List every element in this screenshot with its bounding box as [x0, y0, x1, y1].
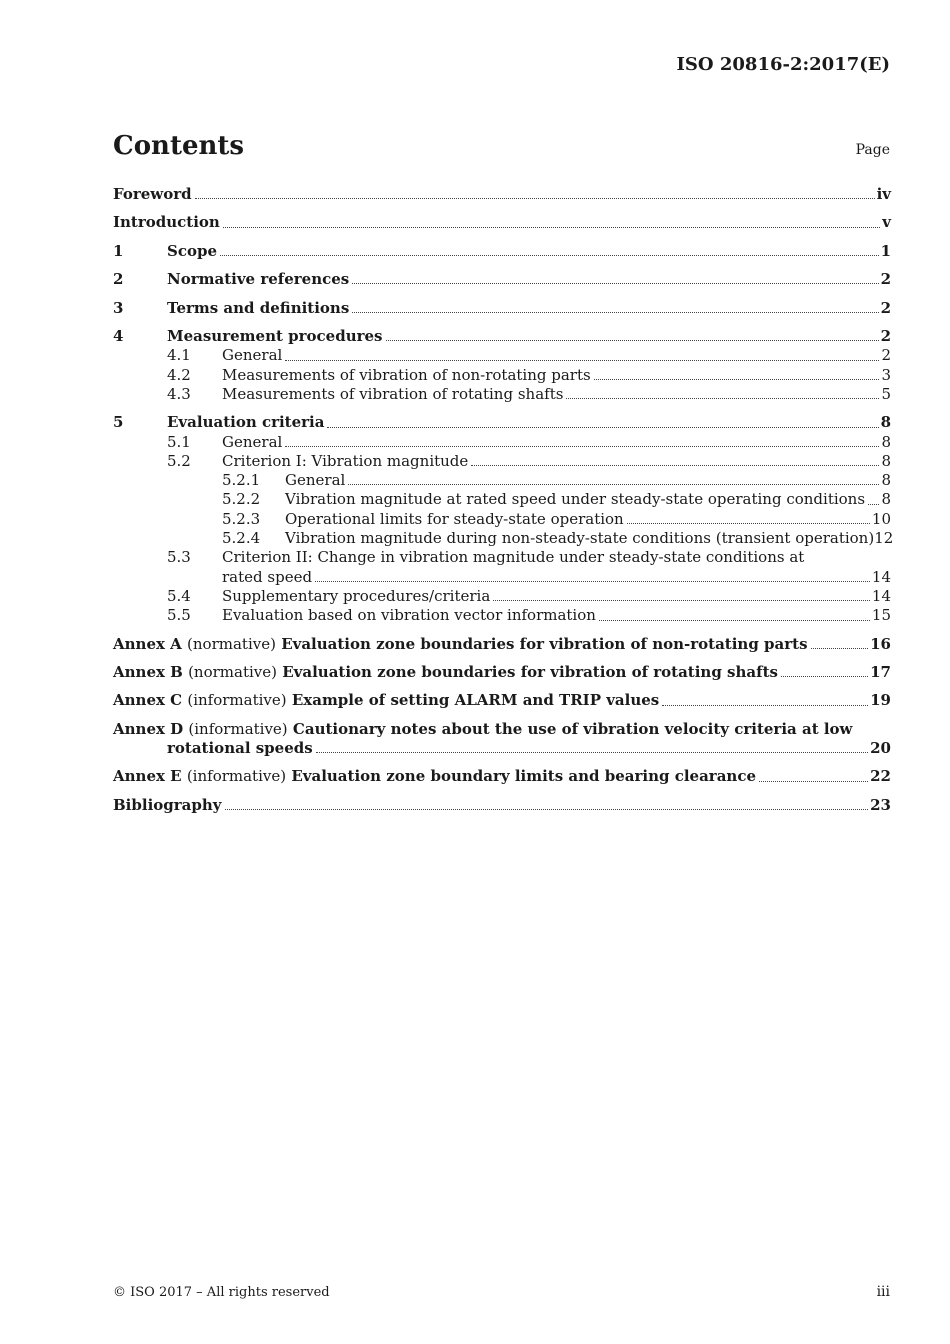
toc-title: Measurements of vibration of non-rotating parts: [222, 365, 591, 384]
toc-page: 2: [881, 346, 891, 365]
toc-entry-5-2-3[interactable]: [113, 510, 891, 529]
dot-leader: [811, 648, 869, 649]
annex-kind: (normative): [188, 662, 277, 681]
toc-title: Evaluation based on vibration vector information: [222, 606, 596, 625]
toc-number: 2: [113, 270, 124, 289]
dot-leader: [493, 600, 870, 601]
toc-entry-scope[interactable]: [113, 242, 891, 261]
toc-page: 8: [881, 432, 891, 451]
toc-page: 2: [880, 326, 891, 345]
toc-page: 12: [874, 529, 894, 548]
toc-number: 5.4: [167, 586, 191, 605]
toc-title: General: [222, 432, 283, 451]
toc-title: Vibration magnitude at rated speed under steady-state operating conditions: [285, 490, 866, 509]
toc-entry-5-2-1[interactable]: [113, 471, 891, 490]
toc-page: 10: [871, 509, 891, 528]
toc-title-line1: Criterion II: Change in vibration magnitude under steady-state conditions at: [222, 548, 805, 567]
annex-label: Annex A: [113, 634, 182, 653]
copyright-notice: © ISO 2017 – All rights reserved: [113, 1285, 330, 1300]
toc-entry-bibliography[interactable]: [113, 796, 891, 815]
toc-number: 5.2.2: [222, 490, 261, 509]
dot-leader: [285, 446, 879, 447]
toc-number: 5.2.1: [222, 471, 261, 490]
toc-entry-5-2-2[interactable]: [113, 490, 891, 509]
toc-number: 5.3: [167, 548, 191, 567]
toc-page: 16: [870, 634, 891, 653]
toc-entry-4-1[interactable]: [113, 346, 891, 365]
toc-entry-introduction[interactable]: [113, 213, 891, 232]
toc-page: iv: [876, 185, 891, 203]
toc-page: 14: [871, 567, 891, 586]
toc-number: 5.2.3: [222, 509, 261, 528]
toc-title: Evaluation zone boundary limits and bearing clearance: [291, 767, 756, 786]
dot-leader: [327, 427, 878, 428]
toc-title: Measurements of vibration of rotating shafts: [222, 384, 564, 403]
dot-leader: [759, 781, 868, 782]
toc-page: 3: [881, 365, 891, 384]
dot-leader: [315, 581, 870, 582]
page-number: iii: [876, 1284, 890, 1300]
dot-leader: [220, 255, 879, 256]
dot-leader: [594, 379, 880, 380]
toc-title: Criterion I: Vibration magnitude: [222, 451, 469, 470]
toc-entry-terms-definitions[interactable]: [113, 299, 891, 318]
toc-title: Evaluation zone boundaries for vibration of non-rotating parts: [281, 634, 808, 653]
toc-page: 8: [881, 471, 891, 490]
toc-number: 5: [113, 413, 124, 432]
dot-leader: [225, 809, 869, 810]
toc-page: 20: [870, 739, 891, 758]
toc-number: 4.3: [167, 384, 191, 403]
toc-entry-5-2[interactable]: [113, 452, 891, 471]
document-id: ISO 20816-2:2017(E): [676, 54, 890, 75]
annex-label: Annex C: [113, 691, 183, 710]
toc-entry-foreword[interactable]: [113, 185, 891, 204]
toc-title: Measurement procedures: [167, 326, 383, 345]
toc-page: 2: [880, 298, 891, 317]
toc-page: 2: [880, 270, 891, 289]
toc-entry-5-3[interactable]: [113, 548, 891, 587]
annex-kind: (normative): [187, 634, 276, 653]
toc-title-line2: rotational speeds: [167, 739, 313, 758]
dot-leader: [566, 398, 879, 399]
toc-entry-5-4[interactable]: [113, 587, 891, 606]
toc-page: 1: [880, 241, 891, 260]
toc-title-line1: Cautionary notes about the use of vibration velocity criteria at low: [292, 719, 853, 738]
toc-page: 5: [881, 384, 891, 403]
toc-page: 15: [871, 606, 891, 625]
toc-entry-4-3[interactable]: [113, 385, 891, 404]
toc-title: Foreword: [113, 185, 192, 203]
dot-leader: [223, 227, 880, 228]
toc-title: Bibliography: [113, 795, 222, 814]
toc-number: 4.2: [167, 365, 191, 384]
toc-entry-normative-references[interactable]: [113, 270, 891, 289]
annex-kind: (informative): [186, 767, 287, 786]
toc-entry-annex-c[interactable]: [113, 691, 891, 710]
dot-leader: [316, 752, 868, 753]
toc-entry-annex-a[interactable]: [113, 635, 891, 654]
toc-entry-evaluation-criteria[interactable]: [113, 413, 891, 432]
toc-number: 5.1: [167, 432, 191, 451]
toc-entry-5-2-4[interactable]: [113, 529, 894, 548]
dot-leader: [868, 504, 879, 505]
toc-number: 5.5: [167, 606, 191, 625]
dot-leader: [352, 283, 878, 284]
toc-number: 1: [113, 241, 124, 260]
toc-number: 4: [113, 326, 124, 345]
dot-leader: [627, 523, 870, 524]
table-of-contents: [113, 185, 894, 815]
dot-leader: [471, 465, 879, 466]
annex-label: Annex B: [113, 662, 183, 681]
dot-leader: [662, 705, 868, 706]
toc-title: Evaluation zone boundaries for vibration of rotating shafts: [282, 662, 778, 681]
toc-title: Terms and definitions: [167, 298, 350, 317]
toc-number: 5.2: [167, 451, 191, 470]
dot-leader: [195, 198, 875, 199]
toc-page: 23: [870, 795, 891, 814]
toc-title: Example of setting ALARM and TRIP values: [291, 691, 660, 710]
annex-label: Annex E: [113, 767, 182, 786]
toc-page: v: [882, 213, 891, 232]
toc-number: 5.2.4: [222, 529, 261, 548]
dot-leader: [352, 312, 878, 313]
toc-page: 8: [881, 451, 891, 470]
dot-leader: [599, 620, 870, 621]
toc-number: 4.1: [167, 346, 191, 365]
toc-title: Supplementary procedures/criteria: [222, 586, 491, 605]
annex-kind: (informative): [188, 719, 288, 738]
toc-entry-4-2[interactable]: [113, 366, 891, 385]
toc-page: 17: [870, 662, 891, 681]
toc-title: General: [285, 471, 346, 490]
toc-title: Evaluation criteria: [167, 413, 325, 432]
toc-entry-annex-d[interactable]: [113, 720, 891, 759]
toc-page: 8: [881, 490, 891, 509]
page-column-label: Page: [855, 142, 890, 158]
toc-title: Scope: [167, 241, 218, 260]
toc-page: 8: [880, 413, 891, 432]
toc-page: 19: [870, 691, 891, 710]
toc-number: 3: [113, 298, 124, 317]
toc-entry-5-5[interactable]: [113, 606, 891, 625]
annex-kind: (informative): [187, 691, 287, 710]
dot-leader: [285, 360, 879, 361]
toc-title: Normative references: [167, 270, 350, 289]
toc-title: Operational limits for steady-state operation: [285, 509, 624, 528]
toc-title-line2: rated speed: [222, 567, 313, 586]
toc-page: 22: [870, 767, 891, 786]
toc-entry-annex-b[interactable]: [113, 663, 891, 682]
toc-entry-5-1[interactable]: [113, 433, 891, 452]
dot-leader: [348, 484, 879, 485]
toc-title: General: [222, 346, 283, 365]
toc-title: Introduction: [113, 213, 220, 232]
toc-page: 14: [871, 586, 891, 605]
toc-entry-measurement-procedures[interactable]: [113, 327, 891, 346]
dot-leader: [386, 340, 879, 341]
toc-entry-annex-e[interactable]: [113, 767, 891, 786]
contents-title: Contents: [113, 131, 245, 161]
dot-leader: [781, 676, 868, 677]
annex-label: Annex D: [113, 719, 184, 738]
toc-title: Vibration magnitude during non-steady-state conditions (transient operation): [285, 529, 875, 548]
